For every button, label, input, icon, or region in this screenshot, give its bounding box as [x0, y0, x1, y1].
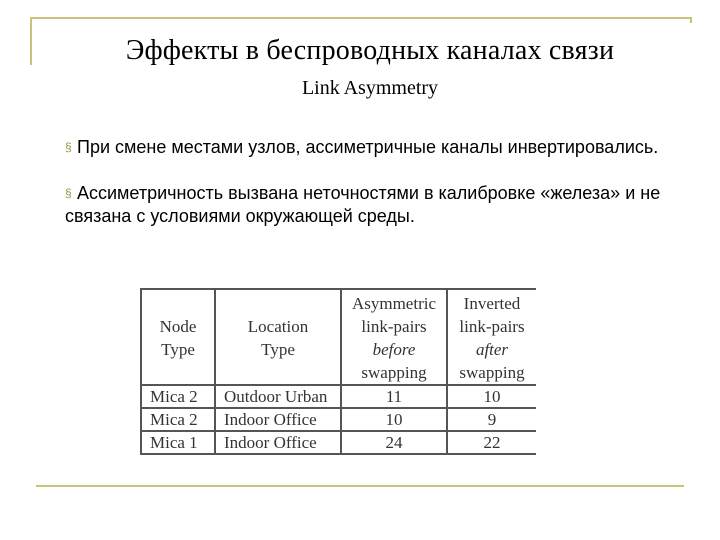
cell-location: Indoor Office: [215, 431, 341, 454]
bullet-item: [65, 136, 665, 159]
bullet-text: Ассиметричность вызвана неточностями в калибровке «железа» и не связана с условиями окружающей среды.: [65, 183, 661, 226]
cell-node: Mica 2: [141, 408, 215, 431]
cell-before: 10: [341, 408, 447, 431]
left-rule: [30, 17, 32, 65]
bullet-item: [65, 182, 665, 228]
bullet-list: [65, 136, 665, 251]
top-rule: [30, 17, 692, 19]
cell-node: Mica 2: [141, 385, 215, 408]
cell-node: Mica 1: [141, 431, 215, 454]
bullet-marker-icon: §: [65, 140, 72, 154]
cell-before: 11: [341, 385, 447, 408]
slide-subtitle: Link Asymmetry: [301, 77, 439, 99]
cell-after: 22: [447, 431, 536, 454]
bottom-rule: [36, 485, 684, 487]
header-node-type: Node Type: [141, 289, 215, 385]
cell-location: Indoor Office: [215, 408, 341, 431]
header-asymmetric-before: Asymmetric link-pairs before swapping: [341, 289, 447, 385]
slide-title: Эффекты в беспроводных каналах связи: [125, 35, 615, 66]
table-row: [141, 431, 536, 454]
table-row: [141, 385, 536, 408]
table-row: [141, 408, 536, 431]
asymmetry-table: [140, 288, 536, 455]
bullet-marker-icon: §: [65, 186, 72, 200]
cell-after: 10: [447, 385, 536, 408]
bullet-text: При смене местами узлов, ассиметричные каналы инвертировались.: [77, 137, 659, 157]
cell-location: Outdoor Urban: [215, 385, 341, 408]
cell-after: 9: [447, 408, 536, 431]
top-rule-tick: [690, 17, 692, 23]
cell-before: 24: [341, 431, 447, 454]
header-inverted-after: Inverted link-pairs after swapping: [447, 289, 536, 385]
header-location-type: Location Type: [215, 289, 341, 385]
